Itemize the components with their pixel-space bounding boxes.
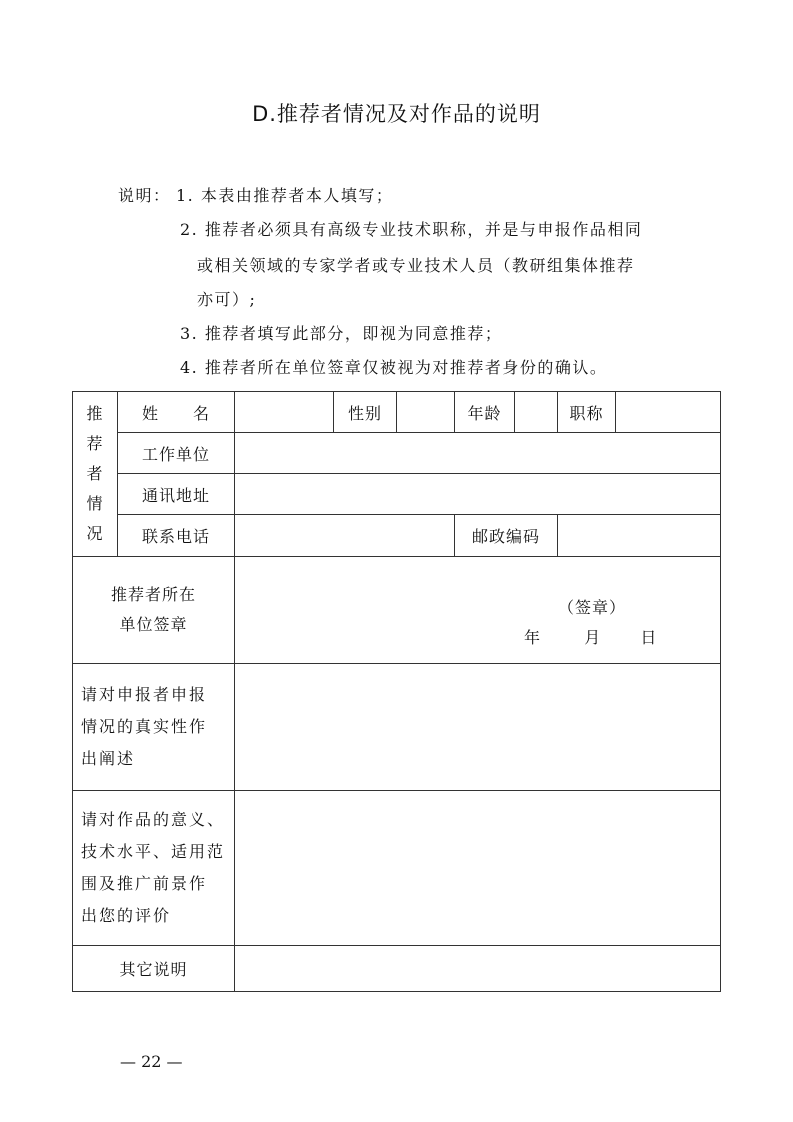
page-title: D.推荐者情况及对作品的说明 [252, 102, 541, 126]
phone-field[interactable] [235, 515, 455, 557]
date-month-label: 月 [584, 628, 601, 647]
address-field[interactable] [235, 474, 721, 515]
name-field[interactable] [235, 392, 334, 433]
phone-label: 联系电话 [118, 515, 235, 557]
notes-prefix: 说明： [118, 186, 171, 205]
other-notes-label: 其它说明 [73, 946, 235, 992]
note-item-4: 4. 推荐者所在单位签章仅被视为对推荐者身份的确认。 [180, 358, 608, 377]
age-label: 年龄 [455, 392, 515, 433]
address-label: 通讯地址 [118, 474, 235, 515]
date-year-label: 年 [524, 628, 541, 647]
sign-stamp-text: （签章） [558, 598, 627, 617]
evaluation-label [73, 791, 235, 946]
unit-sign-label-line: 推荐者所在 [110, 585, 196, 604]
unit-sign-area[interactable] [235, 557, 721, 664]
other-notes-field[interactable] [235, 946, 721, 992]
work-unit-field[interactable] [235, 433, 721, 474]
title-label: 职称 [558, 392, 616, 433]
truth-statement-field[interactable] [235, 664, 721, 791]
section-char: 推 [86, 404, 104, 423]
section-char: 者 [86, 464, 104, 483]
note-item-3: 3. 推荐者填写此部分，即视为同意推荐； [180, 324, 503, 343]
title-field[interactable] [616, 392, 721, 433]
evaluation-line: 请对作品的意义、 [81, 810, 226, 829]
gender-field[interactable] [397, 392, 455, 433]
truth-statement-line: 情况的真实性作 [81, 717, 208, 736]
recommender-section-label [73, 392, 118, 557]
note-item-2-line-3: 亦可）; [197, 290, 257, 309]
unit-sign-label-line: 单位签章 [119, 615, 188, 634]
work-unit-label: 工作单位 [118, 433, 235, 474]
recommender-form [72, 391, 721, 992]
date-day-label: 日 [640, 628, 657, 647]
evaluation-line: 围及推广前景作 [81, 874, 208, 893]
note-item-1: 1. 本表由推荐者本人填写； [176, 186, 394, 205]
note-item-2-line-2: 或相关领域的专家学者或专业技术人员（教研组集体推荐 [197, 256, 635, 275]
sign-date [524, 625, 656, 648]
postcode-label: 邮政编码 [455, 515, 558, 557]
age-field[interactable] [515, 392, 558, 433]
postcode-field[interactable] [558, 515, 721, 557]
evaluation-line: 技术水平、适用范 [81, 842, 226, 861]
section-char: 荐 [86, 434, 104, 453]
truth-statement-line: 请对申报者申报 [81, 685, 208, 704]
note-item-2-line-1: 2. 推荐者必须具有高级专业技术职称，并是与申报作品相同 [180, 220, 643, 239]
gender-label: 性别 [334, 392, 397, 433]
page-number: — 22 — [120, 1052, 183, 1071]
truth-statement-label [73, 664, 235, 791]
evaluation-field[interactable] [235, 791, 721, 946]
section-char: 情 [86, 494, 104, 513]
section-char: 况 [86, 524, 104, 543]
truth-statement-line: 出阐述 [81, 749, 136, 768]
name-label: 姓 名 [118, 392, 235, 433]
evaluation-line: 出您的评价 [81, 906, 172, 925]
unit-sign-label [73, 557, 235, 664]
